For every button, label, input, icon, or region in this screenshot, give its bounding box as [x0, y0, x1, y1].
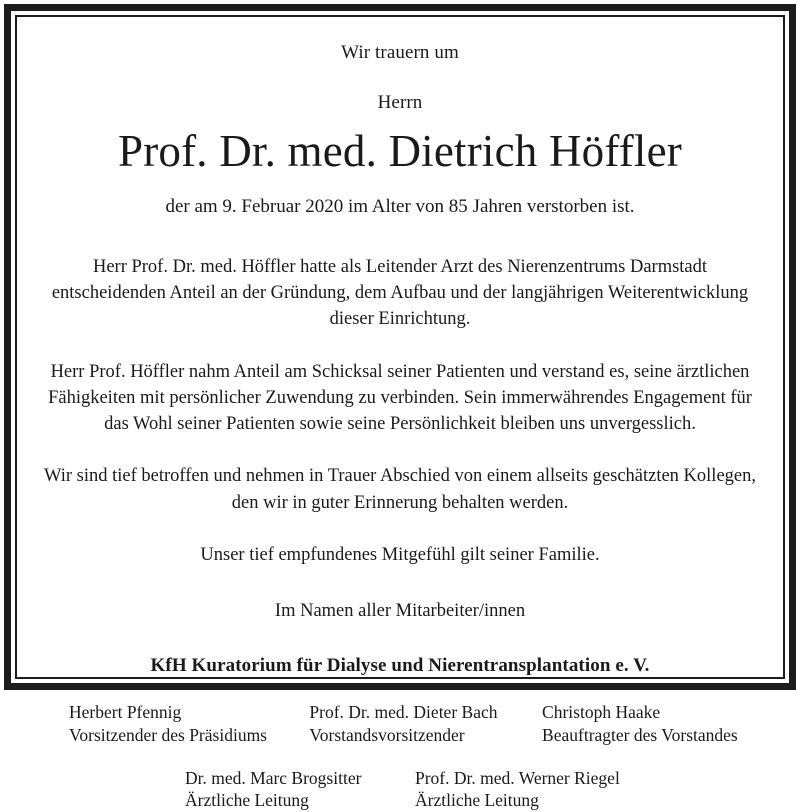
signatory-block [35, 701, 765, 812]
honorific-line: Herrn [377, 91, 423, 113]
tribute-paragraph-farewell: Wir sind tief betroffen und nehmen in Trauer Abschied von einem allseits geschätzten Kollegen, den wir in guter Erinnerung behalten werden. [43, 466, 756, 513]
signatory-row-medical [35, 767, 765, 812]
on-behalf-of-line: Im Namen aller Mitarbeiter/innen [274, 601, 526, 622]
signatory [309, 701, 542, 747]
tribute-paragraph-career: Herr Prof. Dr. med. Höffler hatte als Leitender Arzt des Nierenzentrums Darmstadt entscheidenden Anteil an der Gründung, dem Aufbau und der langjährigen Weiterentwicklung dieser Einrichtung. [51, 256, 749, 330]
signatory-name: Dr. med. Marc Brogsitter [185, 767, 362, 788]
signatory [35, 701, 309, 747]
condolence-line: Unser tief empfundenes Mitgefühl gilt seiner Familie. [200, 544, 600, 565]
date-of-death-line: der am 9. Februar 2020 im Alter von 85 Jahren verstorben ist. [165, 196, 635, 218]
signatory [415, 767, 645, 812]
signatory-title: Vorstandsvorsitzender [309, 724, 465, 745]
signatory-name: Herbert Pfennig [69, 702, 182, 723]
deceased-name: Prof. Dr. med. Dietrich Höffler [118, 125, 682, 176]
organization-name: KfH Kuratorium für Dialyse und Nierentransplantation e. V. [150, 655, 650, 677]
signatory [185, 767, 415, 812]
mourning-intro-line: Wir trauern um [341, 42, 459, 63]
signatory-title: Ärztliche Leitung [185, 790, 309, 811]
signatory-name: Prof. Dr. med. Werner Riegel [415, 767, 620, 788]
signatory-row-board [35, 701, 765, 747]
obituary-content [17, 17, 783, 811]
signatory-title: Ärztliche Leitung [415, 790, 539, 811]
tribute-paragraph-character: Herr Prof. Höffler nahm Anteil am Schicksal seiner Patienten und verstand es, seine ärztlichen Fähigkeiten mit persönlicher Zuwendung zu verbinden. Sein immerwährendes Engagement für das Wohl seiner Patienten sowie seine Persönlichkeit bleiben uns unvergesslich. [48, 361, 752, 435]
signatory-title: Beauftragter des Vorstandes [542, 724, 738, 745]
obituary-frame [4, 4, 796, 811]
obituary-inner-rule [15, 15, 785, 811]
signatory-name: Prof. Dr. med. Dieter Bach [309, 702, 498, 723]
signatory-title: Vorsitzender des Präsidiums [69, 724, 267, 745]
signatory-name: Christoph Haake [542, 702, 661, 723]
signatory [542, 701, 765, 747]
